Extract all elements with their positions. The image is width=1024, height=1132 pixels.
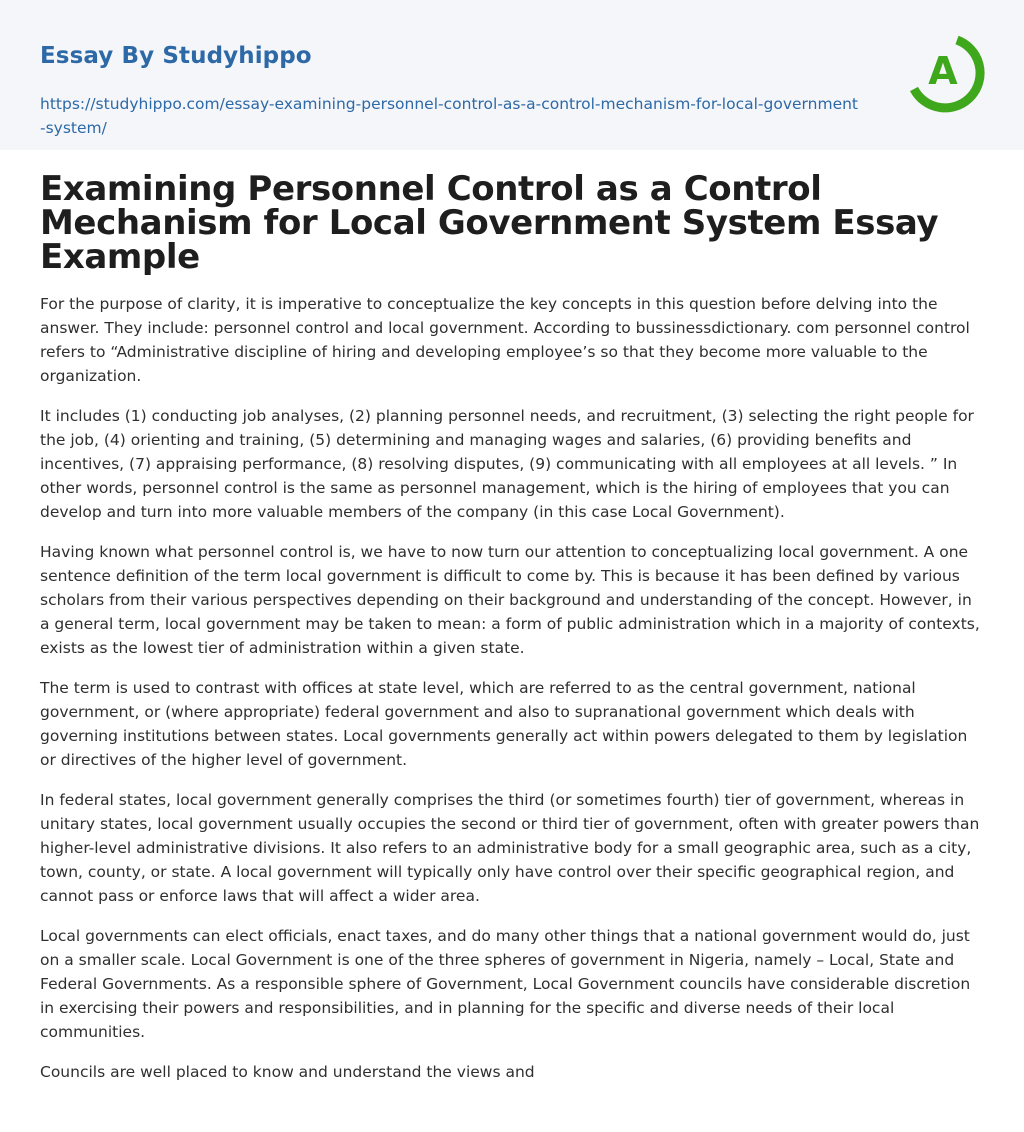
article-paragraph: Having known what personnel control is, we have to now turn our attention to conceptualizing local government. A one sentence definition of the term local government is difficult to come by. This is because it has been defined by various scholars from their various perspectives depending on their background and understanding of the concept. However, in a general term, local government may be taken to mean: a form of public administration which in a majority of contexts, exists as the lowest tier of administration within a given state.	[40, 543, 980, 657]
article-paragraph: Local governments can elect officials, enact taxes, and do many other things that a national government would do, just on a smaller scale. Local Government is one of the three spheres of government in Nigeria, namely – Local, State and Federal Governments. As a responsible sphere of Government, Local Government councils have considerable discretion in exercising their powers and responsibilities, and in planning for the specific and diverse needs of their local communities.	[40, 927, 971, 1041]
site-header	[0, 0, 1024, 150]
logo-letter: A	[928, 49, 958, 93]
article-paragraph: Councils are well placed to know and understand the views and	[40, 1063, 535, 1081]
brand-name[interactable]: Essay By Studyhippo	[40, 43, 312, 69]
article-paragraph: The term is used to contrast with offices at state level, which are referred to as the central government, national government, or (where appropriate) federal government and also to supranational government which deals with governing institutions between states. Local governments generally act within powers delegated to them by legislation or directives of the higher level of government.	[40, 679, 968, 769]
article-paragraph: In federal states, local government generally comprises the third (or sometimes fourth) tier of government, whereas in unitary states, local government usually occupies the second or third tier of government, often with greater powers than higher-level administrative divisions. It also refers to an administrative body for a small geographic area, such as a city, town, county, or state. A local government will typically only have control over their specific geographical region, and cannot pass or enforce laws that will affect a wider area.	[40, 791, 980, 905]
article-paragraph: For the purpose of clarity, it is imperative to conceptualize the key concepts in this question before delving into the answer. They include: personnel control and local government. According to bussinessdictionary. com personnel control refers to “Administrative discipline of hiring and developing employee’s so that they become more valuable to the organization.	[40, 295, 970, 385]
article-title: Examining Personnel Control as a Control Mechanism for Local Government System Essay Example	[40, 169, 939, 277]
studyhippo-logo-icon[interactable]	[900, 28, 986, 114]
article	[0, 169, 1024, 1084]
article-paragraph: It includes (1) conducting job analyses, (2) planning personnel needs, and recruitment, (3) selecting the right people for the job, (4) orienting and training, (5) determining and managing wages and salaries, (6) providing benefits and incentives, (7) appraising performance, (8) resolving disputes, (9) communicating with all employees at all levels. ” In other words, personnel control is the same as personnel management, which is the hiring of employees that you can develop and turn into more valuable members of the company (in this case Local Government).	[40, 407, 974, 521]
source-url-link[interactable]: https://studyhippo.com/essay-examining-personnel-control-as-a-control-mechanism-for-local-government-system/	[40, 95, 859, 137]
